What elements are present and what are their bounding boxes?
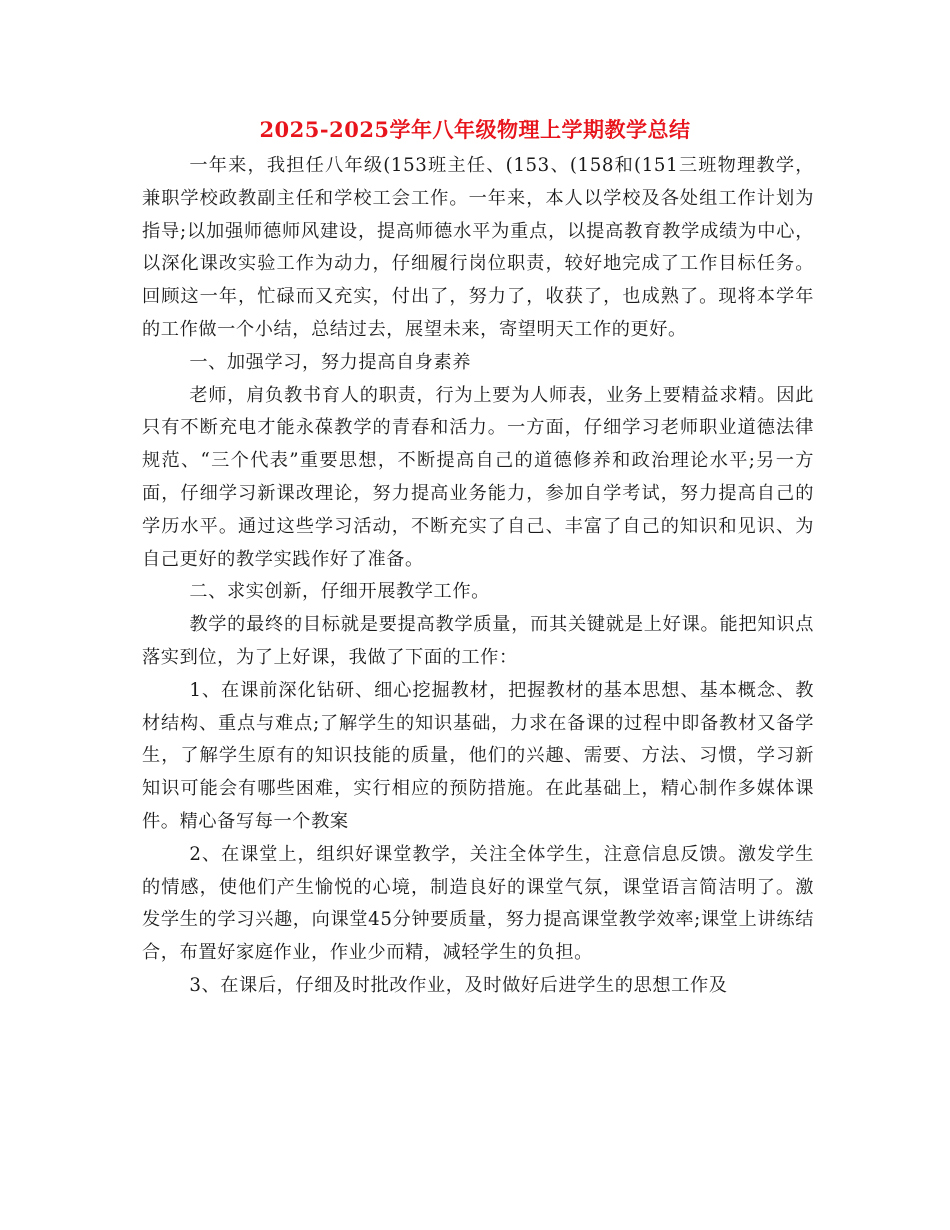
list-item-3: 3、在课后，仔细及时批改作业，及时做好后进学生的思想工作及 <box>189 974 728 996</box>
paragraph-teaching-goal: 教学的最终的目标就是要提高教学质量，而其关键就是上好课。能把知识点落实到位，为了上好课，我做了下面的工作： <box>142 614 814 668</box>
paragraph-intro: 一年来，我担任八年级(153班主任、(153、(158和(151三班物理教学，兼职学校政教副主任和学校工会工作。一年来，本人以学校及各处组工作计划为指导;以加强师德师风建设，提高师德水平为重点，以提高教育教学成绩为中心，以深化课改实验工作为动力，仔细履行岗位职责，较好地完成了工作目标任务。回顾这一年，忙碌而又充实，付出了，努力了，收获了，也成熟了。现将本学年的工作做一个小结，总结过去，展望未来，寄望明天工作的更好。 <box>142 155 814 340</box>
paragraph-learning: 老师，肩负教书育人的职责，行为上要为人师表，业务上要精益求精。因此只有不断充电才能永葆教学的青春和活力。一方面，仔细学习老师职业道德法律规范、“三个代表”重要思想，不断提高自己的道德修养和政治理论水平;另一方面，仔细学习新课改理论，努力提高业务能力，参加自学考试，努力提高自己的学历水平。通过这些学习活动，不断充实了自己、丰富了自己的知识和见识、为自己更好的教学实践作好了准备。 <box>142 384 814 570</box>
document-title: 2025-2025学年八年级物理上学期教学总结 <box>259 117 691 142</box>
document-body <box>142 150 814 1003</box>
section-heading-2: 二、求实创新，仔细开展教学工作。 <box>189 581 490 603</box>
list-item-1: 1、在课前深化钻研、细心挖掘教材，把握教材的基本思想、基本概念、教材结构、重点与难点;了解学生的知识基础，力求在备课的过程中即备教材又备学生，了解学生原有的知识技能的质量，他们的兴趣、需要、方法、习惯，学习新知识可能会有哪些困难，实行相应的预防措施。在此基础上，精心制作多媒体课件。精心备写每一个教案 <box>142 679 814 832</box>
list-item-2: 2、在课堂上，组织好课堂教学，关注全体学生，注意信息反馈。激发学生的情感，使他们产生愉悦的心境，制造良好的课堂气氛，课堂语言简洁明了。激发学生的学习兴趣，向课堂45分钟要质量，努力提高课堂教学效率;课堂上讲练结合，布置好家庭作业，作业少而精，减轻学生的负担。 <box>142 843 814 964</box>
section-heading-1: 一、加强学习，努力提高自身素养 <box>189 351 472 373</box>
